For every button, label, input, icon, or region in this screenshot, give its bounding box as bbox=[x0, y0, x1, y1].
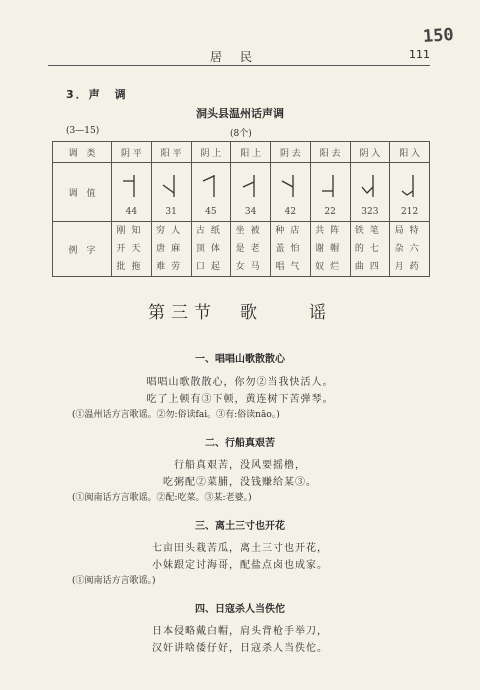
example-chars: 女马 bbox=[235, 262, 266, 272]
tone-type: 阴 上 bbox=[191, 142, 231, 163]
tone-contour-icon bbox=[160, 173, 182, 199]
song-line: 汉奸讲啥倭仔好，日寇杀人当佚佗。 bbox=[152, 643, 328, 654]
example-chars: 坐被 bbox=[235, 226, 266, 236]
example-chars: 开天 bbox=[116, 244, 147, 254]
song-line: 日本侵略戴白帽，肩头背枪手举刀， bbox=[152, 626, 328, 637]
chapter-title: 第三节 歌 谣 bbox=[148, 303, 332, 323]
example-row bbox=[53, 222, 430, 277]
tone-type: 阳 上 bbox=[231, 142, 271, 163]
page-number: 111 bbox=[409, 48, 430, 61]
song-title: 一、唱唱山歌散散心 bbox=[195, 354, 285, 365]
tone-value: 34 bbox=[244, 207, 257, 217]
example-chars: 难劳 bbox=[156, 262, 187, 272]
song-line: 小妹跟定讨海哥，配盐点卤也成家。 bbox=[152, 560, 328, 571]
example-chars: 种店 bbox=[275, 226, 306, 236]
tone-value-cell bbox=[390, 163, 430, 222]
table-title: 洞头县温州话声调 bbox=[196, 107, 284, 120]
example-chars: 局特 bbox=[394, 226, 425, 236]
tone-table bbox=[52, 141, 430, 277]
example-chars: 顶体 bbox=[195, 244, 226, 254]
tone-value-cell bbox=[271, 163, 311, 222]
handwritten-page-number: 150 bbox=[422, 24, 455, 48]
example-chars: 是老 bbox=[235, 244, 266, 254]
tone-value-cell bbox=[310, 163, 350, 222]
example-cell bbox=[350, 222, 390, 277]
example-cell bbox=[112, 222, 152, 277]
example-chars: 刚知 bbox=[116, 226, 147, 236]
example-chars: 批拖 bbox=[116, 262, 147, 272]
tone-contour-icon bbox=[319, 173, 341, 199]
example-cell bbox=[191, 222, 231, 277]
song-line: 唱唱山歌散散心，你勿②当我快活人。 bbox=[146, 377, 334, 388]
example-chars: 曲四 bbox=[354, 262, 385, 272]
song-title: 二、行船真艰苦 bbox=[205, 438, 275, 449]
tone-type: 阴 入 bbox=[350, 142, 390, 163]
example-chars: 盖怕 bbox=[275, 244, 306, 254]
tone-contour-icon bbox=[279, 173, 301, 199]
tone-value-cell bbox=[191, 163, 231, 222]
example-chars: 的七 bbox=[354, 244, 385, 254]
row-label-examples: 例 字 bbox=[53, 222, 112, 277]
example-chars: 铁笔 bbox=[354, 226, 385, 236]
row-label-tone-value: 调 值 bbox=[53, 163, 112, 222]
example-chars: 谢帽 bbox=[315, 244, 346, 254]
tone-value-cell bbox=[350, 163, 390, 222]
example-chars: 奴烂 bbox=[315, 262, 346, 272]
tone-type: 阳 平 bbox=[151, 142, 191, 163]
example-cell bbox=[151, 222, 191, 277]
tone-contour-icon bbox=[399, 173, 421, 199]
tone-value: 42 bbox=[284, 207, 297, 217]
tone-contour-icon bbox=[200, 173, 222, 199]
section-heading: 3．声 调 bbox=[66, 88, 128, 101]
tone-contour-icon bbox=[240, 173, 262, 199]
example-chars: 古纸 bbox=[195, 226, 226, 236]
example-chars: 唱气 bbox=[275, 262, 306, 272]
table-count: (8个) bbox=[230, 129, 252, 139]
tone-contour-icon bbox=[359, 173, 381, 199]
example-cell bbox=[310, 222, 350, 277]
tone-type: 阳 入 bbox=[390, 142, 430, 163]
tone-type: 阳 去 bbox=[310, 142, 350, 163]
song-note: (①闽南话方言歌谣。②配:吃菜。③某:老婆。) bbox=[72, 493, 252, 503]
example-chars: 穷人 bbox=[156, 226, 187, 236]
song-line: 七亩田头栽苦瓜，离土三寸也开花， bbox=[152, 543, 328, 554]
tone-value-row bbox=[53, 163, 430, 222]
song-title: 四、日寇杀人当佚佗 bbox=[195, 604, 285, 615]
row-label-tone-type: 调 类 bbox=[53, 142, 112, 163]
tone-value: 44 bbox=[125, 207, 138, 217]
tone-value-cell bbox=[231, 163, 271, 222]
example-cell bbox=[271, 222, 311, 277]
tone-type: 阴 平 bbox=[112, 142, 152, 163]
tone-value: 45 bbox=[205, 207, 217, 217]
tone-value-cell bbox=[112, 163, 152, 222]
tone-type-row bbox=[53, 142, 430, 163]
song-line: 吃粥配②菜脯，没钱赚给某③。 bbox=[163, 477, 317, 488]
header-rule bbox=[48, 65, 430, 66]
song-note: (①温州话方言歌谣。②勿:俗读fai。③有:俗读nāo。) bbox=[72, 410, 280, 420]
song-line: 行船真艰苦，没风要摇橹， bbox=[174, 460, 306, 471]
example-chars: 月药 bbox=[394, 262, 425, 272]
song-title: 三、离土三寸也开花 bbox=[195, 521, 285, 532]
tone-value: 323 bbox=[361, 207, 379, 217]
example-chars: 口起 bbox=[195, 262, 226, 272]
example-chars: 共阵 bbox=[315, 226, 346, 236]
table-number: (3—15) bbox=[66, 126, 100, 136]
tone-value: 31 bbox=[165, 207, 177, 217]
example-chars: 杂六 bbox=[394, 244, 425, 254]
tone-type: 阴 去 bbox=[271, 142, 311, 163]
tone-value-cell bbox=[151, 163, 191, 222]
example-cell bbox=[231, 222, 271, 277]
example-chars: 唐麻 bbox=[156, 244, 187, 254]
tone-contour-icon bbox=[120, 173, 142, 199]
tone-value: 212 bbox=[401, 207, 419, 217]
tone-value: 22 bbox=[324, 207, 336, 217]
song-note: (①闽南话方言歌谣。) bbox=[72, 576, 156, 586]
running-header-title: 居民 bbox=[209, 50, 270, 64]
example-cell bbox=[390, 222, 430, 277]
song-line: 吃了上顿有③下顿，黄连树下苦弹琴。 bbox=[146, 394, 334, 405]
